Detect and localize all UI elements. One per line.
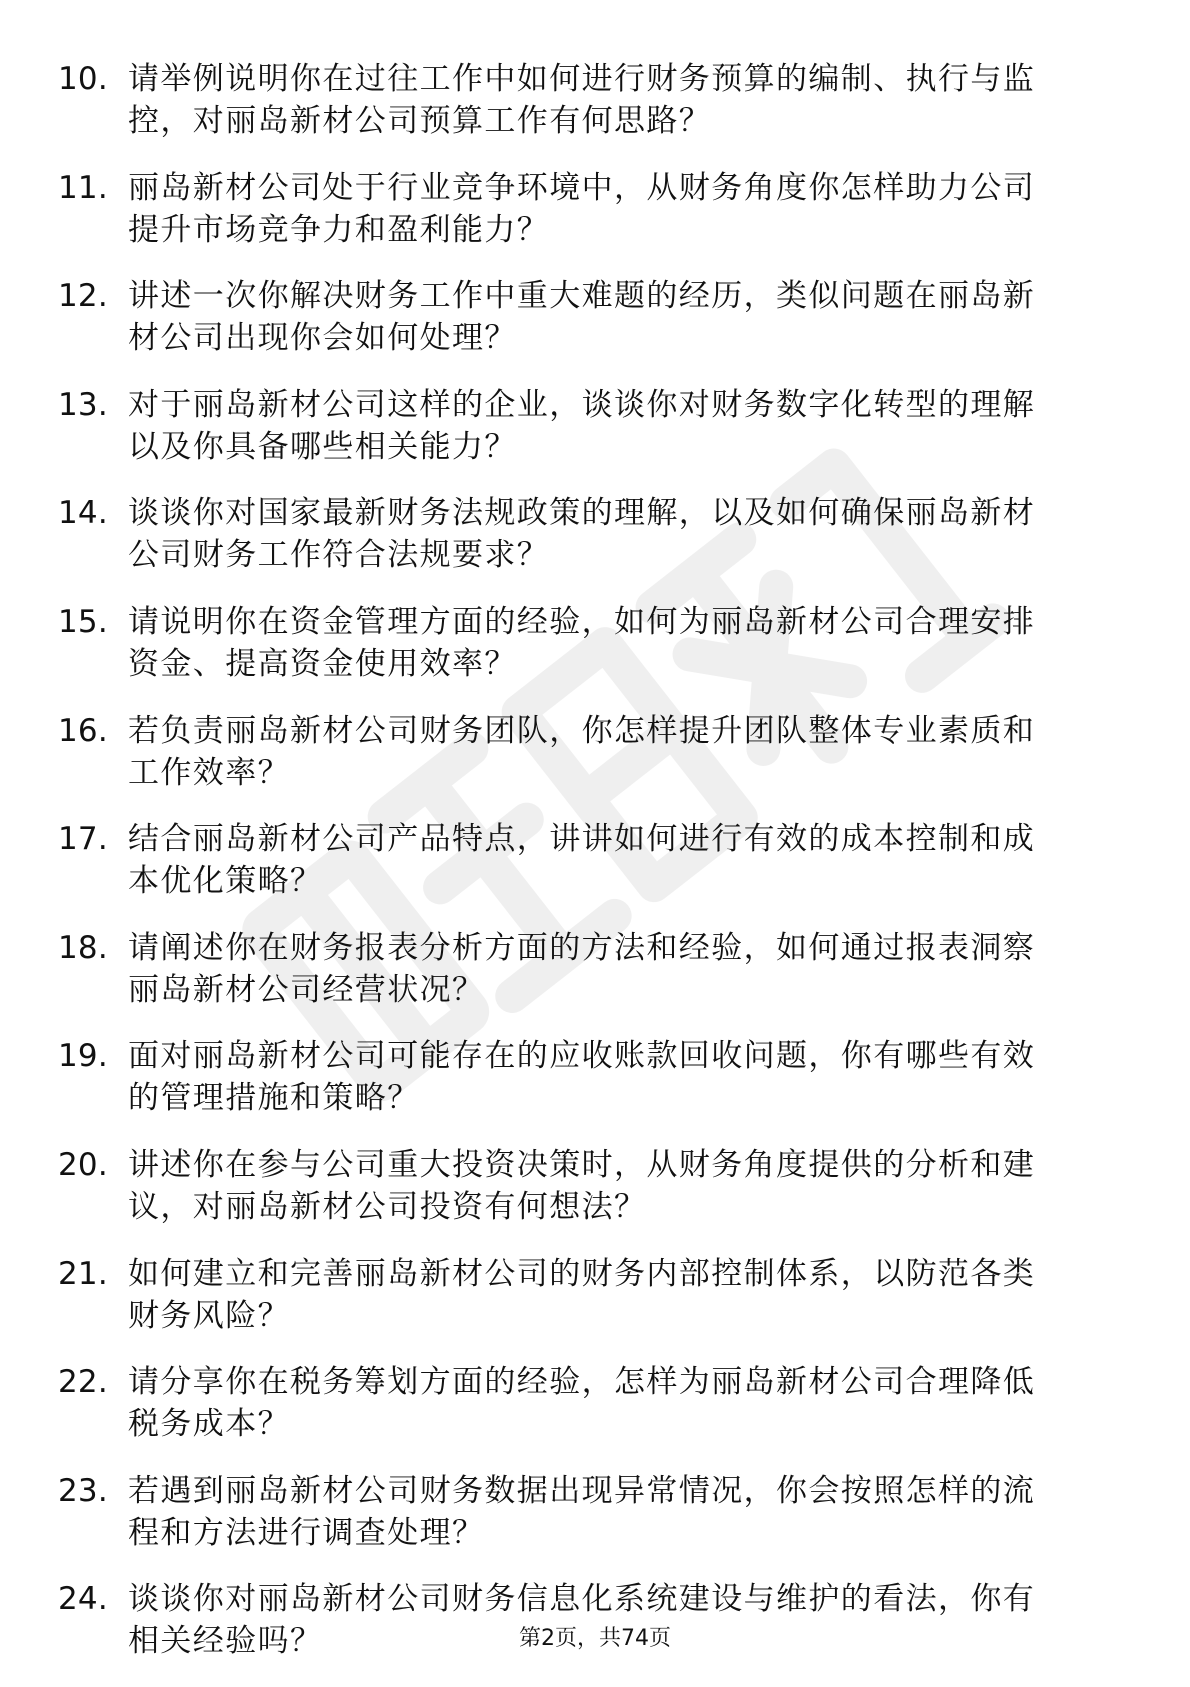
question-list xyxy=(58,58,1118,1687)
list-item xyxy=(58,927,1118,1036)
list-item xyxy=(58,818,1118,927)
question-text: 讲述你在参与公司重大投资决策时，从财务角度提供的分析和建 议，对丽岛新材公司投资有何想法？ xyxy=(128,1146,1036,1225)
list-item xyxy=(58,492,1118,601)
question-text: 结合丽岛新材公司产品特点，讲讲如何进行有效的成本控制和成 本优化策略？ xyxy=(128,821,1036,900)
question-number: 16. xyxy=(58,712,108,749)
question-text: 请举例说明你在过往工作中如何进行财务预算的编制、执行与监 控，对丽岛新材公司预算工作有何思路？ xyxy=(128,61,1036,139)
question-number: 19. xyxy=(58,1038,108,1075)
question-number: 10. xyxy=(58,61,108,97)
question-number: 21. xyxy=(58,1255,108,1292)
question-text: 谈谈你对国家最新财务法规政策的理解，以及如何确保丽岛新材 公司财务工作符合法规要求？ xyxy=(128,495,1036,574)
question-text: 如何建立和完善丽岛新材公司的财务内部控制体系，以防范各类 财务风险？ xyxy=(128,1255,1036,1334)
question-number: 11. xyxy=(58,169,108,206)
list-item xyxy=(58,601,1118,710)
page-number-footer: 第2页，共74页 xyxy=(519,1626,671,1651)
list-item xyxy=(58,1035,1118,1144)
list-item xyxy=(58,710,1118,819)
question-number: 24. xyxy=(58,1581,108,1618)
question-number: 12. xyxy=(58,278,108,315)
list-item xyxy=(58,1470,1118,1579)
question-text: 丽岛新材公司处于行业竞争环境中，从财务角度你怎样助力公司 提升市场竞争力和盈利能力？ xyxy=(128,169,1036,248)
list-item xyxy=(58,275,1118,384)
list-item xyxy=(58,384,1118,493)
question-text: 面对丽岛新材公司可能存在的应收账款回收问题，你有哪些有效 的管理措施和策略？ xyxy=(128,1038,1036,1117)
question-number: 18. xyxy=(58,929,108,966)
question-text: 请说明你在资金管理方面的经验，如何为丽岛新材公司合理安排 资金、提高资金使用效率？ xyxy=(128,603,1036,682)
question-number: 15. xyxy=(58,603,108,640)
list-item xyxy=(58,1361,1118,1470)
question-text: 若负责丽岛新材公司财务团队，你怎样提升团队整体专业素质和 工作效率？ xyxy=(128,712,1036,791)
question-number: 23. xyxy=(58,1472,108,1509)
question-number: 17. xyxy=(58,821,108,858)
question-text: 对于丽岛新材公司这样的企业，谈谈你对财务数字化转型的理解 以及你具备哪些相关能力？ xyxy=(128,386,1036,465)
question-text: 若遇到丽岛新材公司财务数据出现异常情况，你会按照怎样的流 程和方法进行调查处理？ xyxy=(128,1472,1036,1551)
question-text: 请阐述你在财务报表分析方面的方法和经验，如何通过报表洞察 丽岛新材公司经营状况？ xyxy=(128,929,1036,1008)
question-text: 谈谈你对丽岛新材公司财务信息化系统建设与维护的看法，你有 相关经验吗？ xyxy=(128,1581,1036,1660)
question-number: 14. xyxy=(58,495,108,532)
question-text: 讲述一次你解决财务工作中重大难题的经历，类似问题在丽岛新 材公司出现你会如何处理？ xyxy=(128,278,1036,357)
list-item xyxy=(58,1253,1118,1362)
list-item xyxy=(58,58,1118,167)
list-item xyxy=(58,1144,1118,1253)
list-item xyxy=(58,167,1118,276)
question-number: 13. xyxy=(58,386,108,423)
question-text: 请分享你在税务筹划方面的经验，怎样为丽岛新材公司合理降低 税务成本？ xyxy=(128,1364,1036,1443)
question-number: 22. xyxy=(58,1364,108,1401)
question-number: 20. xyxy=(58,1146,108,1183)
